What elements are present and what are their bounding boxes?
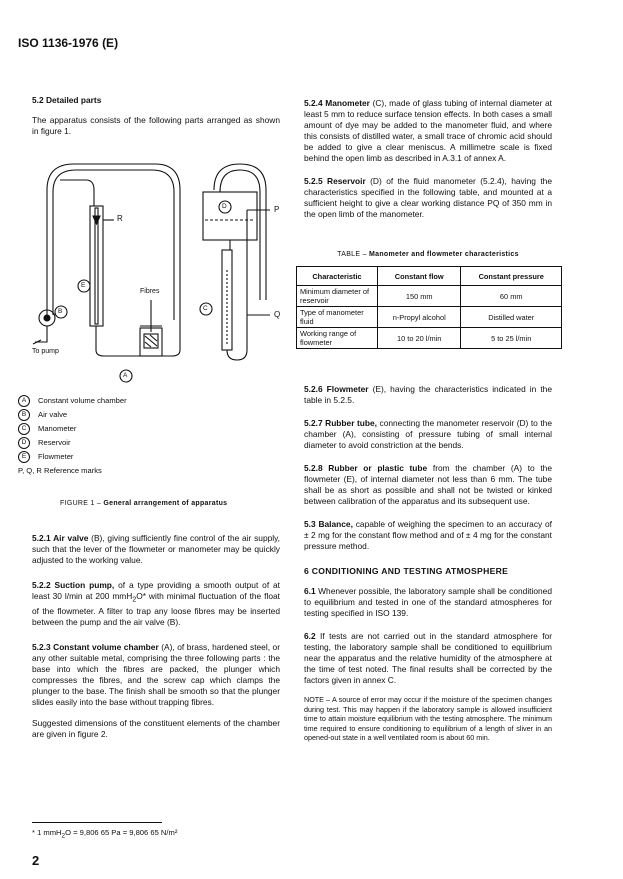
table-header: Characteristic: [297, 267, 378, 286]
section-5-2-7-heading: 5.2.7 Rubber tube,: [304, 418, 377, 428]
section-5-2-heading: 5.2 Detailed parts: [32, 95, 102, 105]
section-5-2-8: [304, 463, 552, 507]
section-5-2-1-heading: 5.2.1 Air valve: [32, 533, 89, 543]
flowmeter-float: [93, 216, 100, 224]
section-5-3: [304, 519, 552, 552]
section-6-2-heading: 6.2: [304, 631, 316, 641]
section-6-2-text: If tests are not carried out in the standard atmosphere for testing, the laboratory sample shall be conditioned to equilibrium near the apparatus and the relative humidity of the atmosphere at the time of test noted. The final results shall be corrected by the factors given in annex C.: [304, 631, 552, 685]
table-caption: [300, 251, 556, 258]
air-valve-center: [44, 315, 50, 321]
label-q: Q: [274, 310, 281, 319]
legend-item: [18, 394, 127, 408]
footnote-rule: [32, 822, 162, 823]
section-5-2-6: [304, 384, 552, 406]
legend-text: Reservoir: [38, 438, 71, 447]
section-6-2: [304, 631, 552, 686]
label-r: R: [117, 214, 123, 223]
legend-text: Constant volume chamber: [38, 396, 127, 405]
section-5-2-5: [304, 176, 552, 220]
legend-text: Manometer: [38, 424, 77, 433]
table-cell: n-Propyl alcohol: [378, 307, 461, 328]
legend-mark: E: [18, 451, 30, 463]
figure-caption-prefix: FIGURE 1 –: [60, 500, 104, 507]
left-column-body: [32, 533, 280, 749]
chamber-body: [140, 328, 162, 356]
section-5-2-5-text: (D) of the fluid manometer (5.2.4), having the characteristics specified in the following table, and mounted at a sufficient height to give a clear working distance PQ of 350 mm in the open limb of the manometer.: [304, 176, 552, 219]
section-5-2-3-text: (A), of brass, hardened steel, or any other suitable metal, comprising the three following parts : the base into which the fibres are packed, the plunger which compresses the fibres, and the screw cap which clamps the plunger to the base. The finish shall be smooth so that the plunger slides easily into the base without trapping fibres.: [32, 641, 280, 707]
section-5-2-6-text: (E), having the characteristics indicated in the table in 5.2.5.: [304, 384, 552, 405]
legend-mark: B: [18, 409, 30, 421]
footnote-b: O = 9,806 65 Pa = 9,806 65 N/m²: [65, 828, 178, 837]
footnote-a: * 1 mmH: [32, 828, 62, 837]
mark-a: A: [123, 372, 128, 379]
table-header: Constant flow: [378, 267, 461, 286]
standard-header: ISO 1136-1976 (E): [18, 36, 119, 50]
legend-item: [18, 436, 127, 450]
right-column-body: [304, 384, 552, 752]
table-cell: 60 mm: [461, 286, 562, 307]
section-5-2-6-heading: 5.2.6 Flowmeter: [304, 384, 369, 394]
legend-item: [18, 408, 127, 422]
section-5-2-8-heading: 5.2.8 Rubber or plastic tube: [304, 463, 428, 473]
legend-mark: C: [18, 423, 30, 435]
tube-flowmeter-to-chamber: [96, 326, 140, 356]
table-cell: Working range of flowmeter: [297, 328, 378, 349]
page-number: 2: [32, 853, 40, 868]
pump-outlet: [35, 326, 47, 342]
section-5-2-7: [304, 418, 552, 451]
section-5-2-1-text: (B), giving sufficiently fine control of the air supply, such that the lever of the flowmeter or manometer may be quickly adjusted to the working value.: [32, 533, 281, 565]
tube-manometer-to-chamber: [162, 320, 180, 356]
table-row: [297, 286, 562, 307]
section-5-2-2-heading: 5.2.2 Suction pump,: [32, 580, 115, 590]
table-row: [297, 307, 562, 328]
table-cell: 5 to 25 l/min: [461, 328, 562, 349]
legend-item: [18, 422, 127, 436]
table-header-row: [297, 267, 562, 286]
label-p: P: [274, 205, 280, 214]
section-5-3-heading: 5.3 Balance,: [304, 519, 353, 529]
flowmeter-inner: [95, 208, 98, 324]
table-cell: Type of manometer fluid: [297, 307, 378, 328]
table-header: Constant pressure: [461, 267, 562, 286]
left-column-top: [32, 95, 280, 146]
section-5-2-2-text-a: of a type providing a smooth output of at least 30 l/min at 200 mmH: [32, 580, 281, 601]
fibres-hatch: [145, 335, 157, 347]
section-6-1-text: Whenever possible, the laboratory sample shall be conditioned to equilibrium and tested in one of the standard atmospheres for testing specified in ISO 139.: [304, 586, 552, 618]
tube-top-left-inner: [53, 170, 174, 320]
label-to-pump: To pump: [32, 348, 59, 355]
flowmeter-top-connection: [60, 180, 94, 206]
footnote-sub: 2: [61, 832, 66, 840]
legend-text: Air valve: [38, 410, 68, 419]
section-5-2-4-text: (C), made of glass tubing of internal diameter at least 5 mm to reduce surface tension effects. In both cases a small amount of dye may be added to the manometer fluid, and where this consists of distilled water, a small trace of chromic acid should be added to give a clear meniscus. A millimetre scale is fixed behind the open limb as described in A.3.1 of annex A.: [304, 98, 552, 163]
legend-mark: D: [18, 437, 30, 449]
mark-c: C: [203, 305, 208, 312]
table-cell: Distilled water: [461, 307, 562, 328]
legend-text: Flowmeter: [38, 452, 74, 461]
footnote: [32, 828, 177, 840]
legend-item: [18, 450, 127, 464]
right-column-top: [304, 98, 552, 229]
section-5-3-text: capable of weighing the specimen to an accuracy of ± 2 mg for the constant flow method and of ± 4 mg for the constant pressure method.: [304, 519, 552, 551]
tube-top-left-loop: [47, 164, 180, 320]
section-5-2-3-heading: 5.2.3 Constant volume chamber: [32, 641, 159, 652]
table-cell: Minimum diameter of reservoir: [297, 286, 378, 307]
label-fibres: Fibres: [140, 288, 160, 295]
figure-caption: [60, 500, 227, 507]
table-caption-prefix: TABLE –: [337, 251, 370, 258]
section-5-2-2-text-b: O* with minimal fluctuation of the float of the flowmeter. A filter to trap any loose fibres may be inserted between the pump and the air valve (B).: [32, 591, 280, 627]
section-5-2-8-text: from the chamber (A) to the flowmeter (E), of internal diameter not less than 6 mm. The tube shall be as short as possible and shall not be twisted or kinked between calibration of the apparatus and its subsequent use.: [304, 463, 552, 506]
section-5-2-2: [32, 580, 280, 628]
section-5-2-4-heading: 5.2.4 Manometer: [304, 98, 370, 108]
table-cell: 150 mm: [378, 286, 461, 307]
section-6-heading: 6 CONDITIONING AND TESTING ATMOSPHERE: [304, 566, 509, 576]
legend-reference-marks: P, Q, R Reference marks: [18, 466, 102, 475]
note: NOTE – A source of error may occur if the moisture of the specimen changes during test. This may happen if the laboratory sample is allowed insufficient time to attain moisture equilibrium with the testing atmosphere. The minimum time required to ensure conditioning to equilibrium of a length of sliver in an opened-out state in a well ventilated room is about 60 min.: [304, 695, 552, 743]
section-6-1-heading: 6.1: [304, 586, 316, 596]
figure-caption-title: General arrangement of apparatus: [103, 500, 228, 507]
table-row: [297, 328, 562, 349]
manometer-u-bend: [227, 210, 247, 360]
legend-mark: A: [18, 395, 30, 407]
section-5-2-2-sub: 2: [132, 596, 137, 604]
mark-b: B: [58, 308, 63, 315]
section-5-2-1: [32, 533, 280, 566]
section-5-2-5-heading: 5.2.5 Reservoir: [304, 176, 366, 186]
table-cell: 10 to 20 l/min: [378, 328, 461, 349]
table-caption-title: Manometer and flowmeter characteristics: [369, 251, 519, 258]
section-5-2-3: [32, 642, 280, 708]
section-5-2-text: The apparatus consists of the following parts arranged as shown in figure 1.: [32, 115, 280, 136]
mark-e: E: [81, 282, 86, 289]
section-5-2-7-text: connecting the manometer reservoir (D) to the chamber (A), consisting of pressure tubing of small internal diameter to avoid constriction at the bends.: [304, 418, 552, 450]
characteristics-table: [296, 266, 562, 349]
tube-top-right-inner: [220, 170, 260, 300]
mark-d: D: [222, 203, 227, 210]
figure-legend: [18, 394, 127, 478]
section-5-2-3-text2: Suggested dimensions of the constituent elements of the chamber are given in figure 2.: [32, 717, 280, 739]
section-6-1: [304, 586, 552, 619]
reservoir-body: [203, 192, 257, 240]
section-5-2-4: [304, 98, 552, 164]
